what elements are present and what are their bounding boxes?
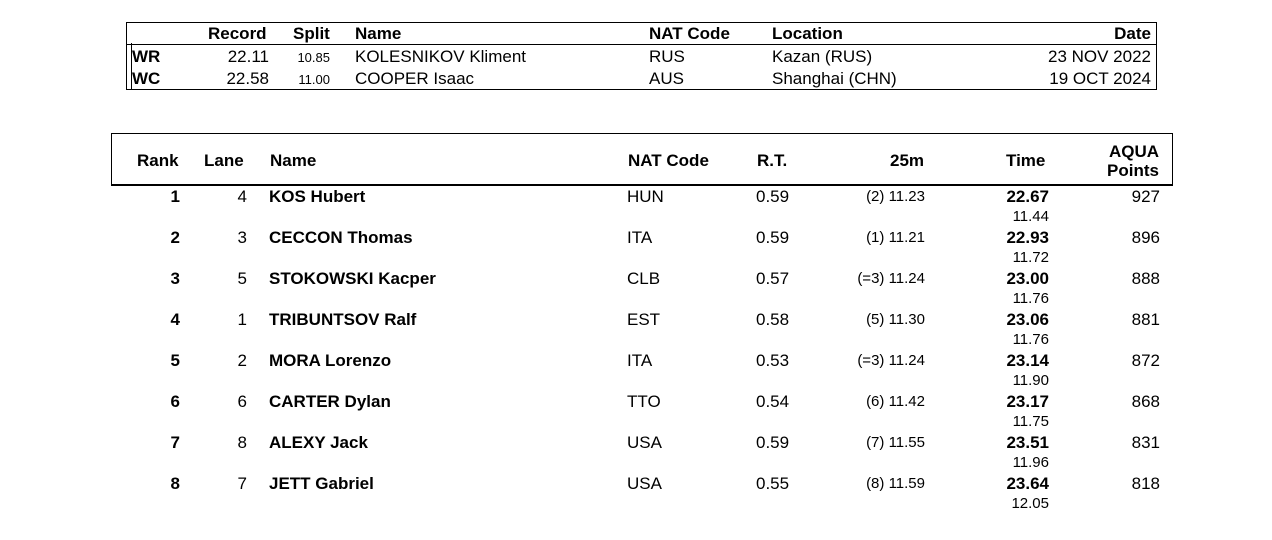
- results-header-nat-code: NAT Code: [628, 151, 709, 170]
- result-time: 22.67: [1006, 187, 1049, 206]
- records-header-record: Record: [208, 24, 267, 43]
- result-row: [0, 310, 1272, 351]
- record-time: 22.11: [227, 47, 269, 66]
- record-holder-name: KOLESNIKOV Kliment: [355, 47, 527, 66]
- result-time: 23.51: [1006, 433, 1049, 452]
- result-second-split: 11.76: [1012, 290, 1049, 307]
- result-lane: 1: [237, 310, 247, 329]
- records-header-name: Name: [355, 24, 402, 43]
- result-second-split: 11.44: [1012, 208, 1049, 225]
- result-second-split: 11.72: [1012, 249, 1049, 266]
- result-nat-code: ITA: [627, 228, 653, 247]
- result-time: 22.93: [1006, 228, 1049, 247]
- result-second-split: 11.96: [1012, 454, 1049, 471]
- record-nat-code: AUS: [649, 69, 684, 88]
- result-reaction-time: 0.58: [756, 310, 790, 329]
- result-rank: 4: [170, 310, 180, 329]
- result-time: 23.17: [1006, 392, 1049, 411]
- result-time: 23.06: [1006, 310, 1049, 329]
- result-split: (8) 11.59: [866, 475, 925, 492]
- result-split: (5) 11.30: [866, 311, 925, 328]
- record-date: 23 NOV 2022: [1047, 47, 1151, 66]
- result-name: STOKOWSKI Kacper: [269, 269, 436, 288]
- result-time: 23.64: [1006, 474, 1049, 493]
- result-split: (6) 11.42: [866, 393, 925, 410]
- result-second-split: 11.90: [1012, 372, 1049, 389]
- result-split: (=3) 11.24: [857, 270, 925, 287]
- result-rank: 7: [170, 433, 180, 452]
- result-row: [0, 351, 1272, 392]
- results-header-points-line2: Points: [1107, 161, 1159, 180]
- results-header-points-line1: AQUA: [1108, 142, 1159, 161]
- result-row: [0, 187, 1272, 228]
- record-holder-name: COOPER Isaac: [355, 69, 475, 88]
- result-reaction-time: 0.59: [756, 228, 790, 247]
- records-header-date: Date: [1114, 24, 1151, 43]
- record-location: Kazan (RUS): [772, 47, 873, 66]
- result-reaction-time: 0.57: [756, 269, 790, 288]
- result-split: (7) 11.55: [866, 434, 925, 451]
- result-lane: 8: [237, 433, 247, 452]
- result-second-split: 12.05: [1011, 495, 1049, 512]
- result-rank: 2: [170, 228, 180, 247]
- record-nat-code: RUS: [649, 47, 685, 66]
- result-lane: 3: [237, 228, 247, 247]
- result-name: KOS Hubert: [269, 187, 366, 206]
- result-lane: 2: [237, 351, 247, 370]
- result-nat-code: USA: [627, 433, 662, 452]
- result-reaction-time: 0.54: [756, 392, 790, 411]
- result-rank: 5: [170, 351, 180, 370]
- records-header-split: Split: [293, 24, 330, 43]
- result-reaction-time: 0.55: [756, 474, 790, 493]
- result-row: [0, 392, 1272, 433]
- record-split: 11.00: [298, 72, 330, 87]
- results-header: [111, 133, 1173, 186]
- result-nat-code: EST: [627, 310, 661, 329]
- record-date: 19 OCT 2024: [1049, 69, 1151, 88]
- result-points: 896: [1131, 228, 1160, 247]
- result-points: 818: [1131, 474, 1160, 493]
- result-row: [0, 433, 1272, 474]
- result-rank: 8: [170, 474, 180, 493]
- result-name: CARTER Dylan: [269, 392, 391, 411]
- result-points: 872: [1131, 351, 1160, 370]
- result-row: [0, 269, 1272, 310]
- results-header-reaction-time: R.T.: [757, 151, 788, 170]
- result-time: 23.14: [1006, 351, 1049, 370]
- result-time: 23.00: [1006, 269, 1049, 288]
- results-header-time: Time: [1006, 151, 1046, 170]
- result-lane: 4: [237, 187, 247, 206]
- result-lane: 6: [237, 392, 247, 411]
- result-nat-code: TTO: [627, 392, 661, 411]
- result-second-split: 11.75: [1012, 413, 1049, 430]
- record-type: WR: [132, 47, 161, 66]
- result-reaction-time: 0.59: [756, 433, 790, 452]
- results-header-rank: Rank: [137, 151, 179, 170]
- result-points: 868: [1131, 392, 1160, 411]
- result-nat-code: HUN: [627, 187, 664, 206]
- results-header-split: 25m: [890, 151, 925, 170]
- result-points: 881: [1131, 310, 1160, 329]
- result-row: [0, 228, 1272, 269]
- result-name: TRIBUNTSOV Ralf: [269, 310, 417, 329]
- result-lane: 7: [237, 474, 247, 493]
- record-time: 22.58: [226, 69, 269, 88]
- result-name: CECCON Thomas: [269, 228, 413, 247]
- result-points: 888: [1131, 269, 1160, 288]
- result-nat-code: USA: [627, 474, 662, 493]
- result-points: 831: [1131, 433, 1160, 452]
- result-split: (1) 11.21: [866, 229, 925, 246]
- result-reaction-time: 0.53: [756, 351, 790, 370]
- record-split: 10.85: [297, 50, 330, 65]
- record-location: Shanghai (CHN): [772, 69, 897, 88]
- result-points: 927: [1131, 187, 1160, 206]
- result-split: (2) 11.23: [866, 188, 925, 205]
- results-header-lane: Lane: [204, 151, 244, 170]
- records-header-location: Location: [772, 24, 843, 43]
- result-row: [0, 474, 1272, 515]
- result-name: MORA Lorenzo: [269, 351, 392, 370]
- records-header-divider: [127, 44, 1156, 45]
- result-rank: 3: [170, 269, 180, 288]
- result-name: JETT Gabriel: [269, 474, 374, 493]
- result-rank: 1: [170, 187, 180, 206]
- results-header-name: Name: [270, 151, 317, 170]
- records-header-nat-code: NAT Code: [649, 24, 730, 43]
- result-name: ALEXY Jack: [269, 433, 368, 452]
- result-rank: 6: [170, 392, 180, 411]
- result-lane: 5: [237, 269, 247, 288]
- records-table: [126, 22, 1157, 90]
- result-nat-code: ITA: [627, 351, 653, 370]
- result-split: (=3) 11.24: [857, 352, 925, 369]
- result-nat-code: CLB: [627, 269, 661, 288]
- result-second-split: 11.76: [1012, 331, 1049, 348]
- result-reaction-time: 0.59: [756, 187, 790, 206]
- record-type: WC: [132, 69, 161, 88]
